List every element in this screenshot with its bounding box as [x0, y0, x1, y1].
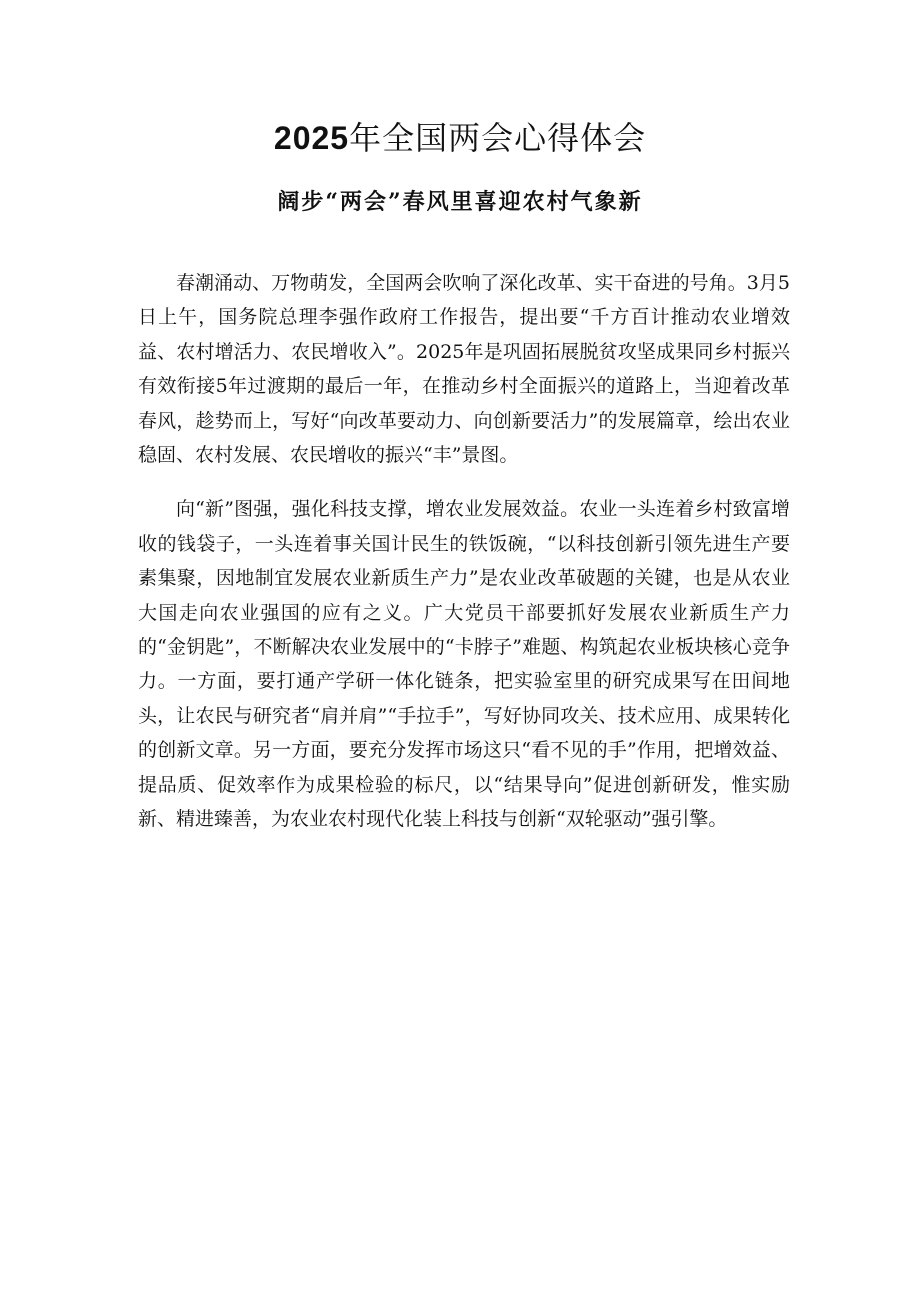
paragraph-1: 春潮涌动、万物萌发，全国两会吹响了深化改革、实干奋进的号角。3月5日上午，国务院总理李强作政府工作报告，提出要“千方百计推动农业增效益、农村增活力、农民增收入”。2025年是巩固拓展脱贫攻坚成果同乡村振兴有效衔接5年过渡期的最后一年，在推动乡村全面振兴的道路上，当迎着改革春风，趁势而上，写好“向改革要动力、向创新要活力”的发展篇章，绘出农业稳固、农村发展、农民增收的振兴“丰”景图。 — [138, 272, 790, 467]
document-subtitle: 阔步“两会”春风里喜迎农村气象新 — [277, 189, 643, 215]
document-body — [138, 266, 790, 857]
title-text: 年全国两会心得体会 — [349, 119, 647, 157]
title-year: 2025 — [273, 120, 350, 156]
paragraph-2: 向“新”图强，强化科技支撑，增农业发展效益。农业一头连着乡村致富增收的钱袋子，一头连着事关国计民生的铁饭碗，“以科技创新引领先进生产要素集聚，因地制宜发展农业新质生产力”是农业改革破题的关键，也是从农业大国走向农业强国的应有之义。广大党员干部要抓好发展农业新质生产力的“金钥匙”，不断解决农业发展中的“卡脖子”难题、构筑起农业板块核心竞争力。一方面，要打通产学研一体化链条，把实验室里的研究成果写在田间地头，让农民与研究者“肩并肩”“手拉手”，写好协同攻关、技术应用、成果转化的创新文章。另一方面，要充分发挥市场这只“看不见的手”作用，把增效益、提品质、促效率作为成果检验的标尺，以“结果导向”促进创新研发，惟实励新、精进臻善，为农业农村现代化装上科技与创新“双轮驱动”强引擎。 — [138, 498, 790, 831]
document-title — [0, 116, 920, 160]
